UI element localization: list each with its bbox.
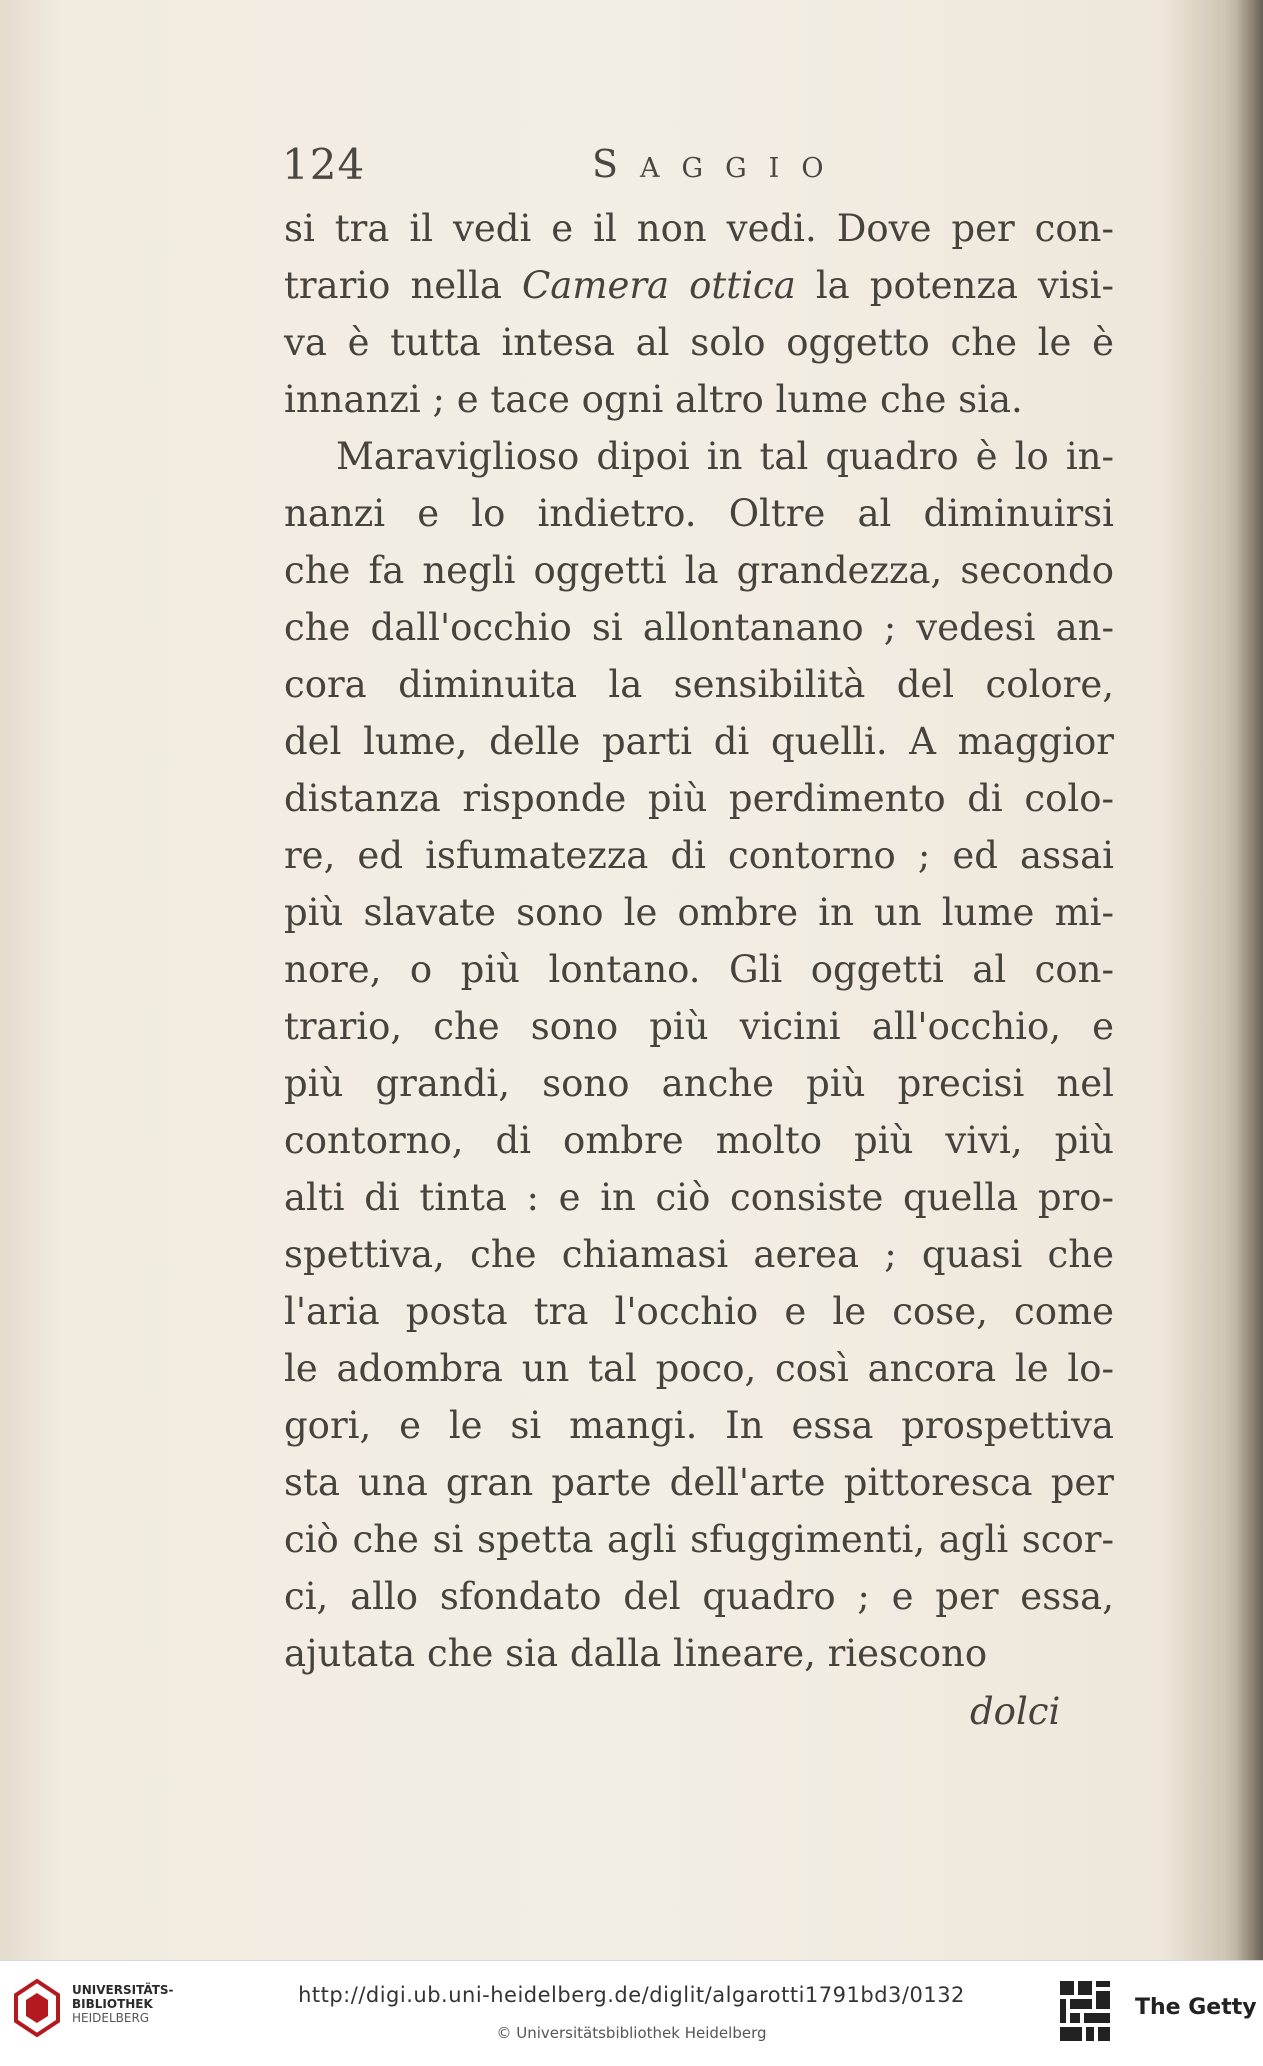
text-line: nanzi e lo indietro. Oltre al diminuirsi — [284, 492, 1114, 535]
digitization-footer — [0, 1960, 1263, 2066]
text-line: spettiva, che chiamasi aerea ; quasi che — [284, 1233, 1114, 1276]
text-line: si tra il vedi e il non vedi. Dove per con- — [284, 207, 1114, 250]
running-title: Saggio — [592, 142, 846, 186]
text-line: più grandi, sono anche più precisi nel — [284, 1062, 1114, 1105]
catchword: dolci — [970, 1690, 1061, 1733]
ub-logo-line-1: UNIVERSITÄTS- — [72, 1983, 174, 1997]
text-line: contorno, di ombre molto più vivi, più — [284, 1119, 1114, 1162]
getty-logo-icon — [1058, 1979, 1114, 2045]
italic-phrase: Camera ottica — [521, 264, 796, 307]
text-line: che fa negli oggetti la grandezza, secondo — [284, 549, 1114, 592]
page-spine-shadow — [1237, 0, 1263, 1960]
text-line: trario, che sono più vicini all'occhio, e — [284, 1005, 1114, 1048]
text-line: ci, allo sfondato del quadro ; e per essa, — [284, 1575, 1114, 1618]
text-line: più slavate sono le ombre in un lume mi- — [284, 891, 1114, 934]
text-line: del lume, delle parti di quelli. A maggior — [284, 720, 1114, 763]
text-line: distanza risponde più perdimento di colo- — [284, 777, 1114, 820]
body-text — [284, 200, 1114, 1682]
text-line: l'aria posta tra l'occhio e le cose, come — [284, 1290, 1114, 1333]
text-line: cora diminuita la sensibilità del colore, — [284, 663, 1114, 706]
text-fragment: la potenza visi- — [795, 264, 1114, 307]
page-number: 124 — [282, 140, 366, 189]
getty-logo-text[interactable]: The Getty — [1135, 1995, 1257, 2020]
running-head — [282, 140, 1102, 200]
text-line: che dall'occhio si allontanano ; vedesi an- — [284, 606, 1114, 649]
permalink-url[interactable]: http://digi.ub.uni-heidelberg.de/diglit/algarotti1791bd3/0132 — [298, 1983, 965, 2007]
ub-logo-line-2: BIBLIOTHEK — [72, 1997, 153, 2011]
text-line: ciò che si spetta agli sfuggimenti, agli scor- — [284, 1518, 1114, 1561]
text-line: le adombra un tal poco, così ancora le lo- — [284, 1347, 1114, 1390]
text-line-with-italic — [284, 257, 1114, 314]
text-line-paragraph-start: Maraviglioso dipoi in tal quadro è lo in- — [336, 435, 1114, 478]
text-line: innanzi ; e tace ogni altro lume che sia. — [284, 378, 1023, 421]
text-fragment: trario nella — [284, 264, 522, 307]
text-line: nore, o più lontano. Gli oggetti al con- — [284, 948, 1114, 991]
ub-logo-line-3: HEIDELBERG — [72, 2011, 150, 2025]
text-line: alti di tinta : e in ciò consiste quella pro- — [284, 1176, 1114, 1219]
copyright-notice: © Universitätsbibliothek Heidelberg — [496, 2024, 767, 2042]
text-line: re, ed isfumatezza di contorno ; ed assai — [284, 834, 1114, 877]
text-line: va è tutta intesa al solo oggetto che le è — [284, 321, 1114, 364]
text-line: gori, e le si mangi. In essa prospettiva — [284, 1404, 1114, 1447]
text-line: sta una gran parte dell'arte pittoresca per — [284, 1461, 1114, 1504]
text-line: ajutata che sia dalla lineare, riescono — [284, 1632, 988, 1675]
